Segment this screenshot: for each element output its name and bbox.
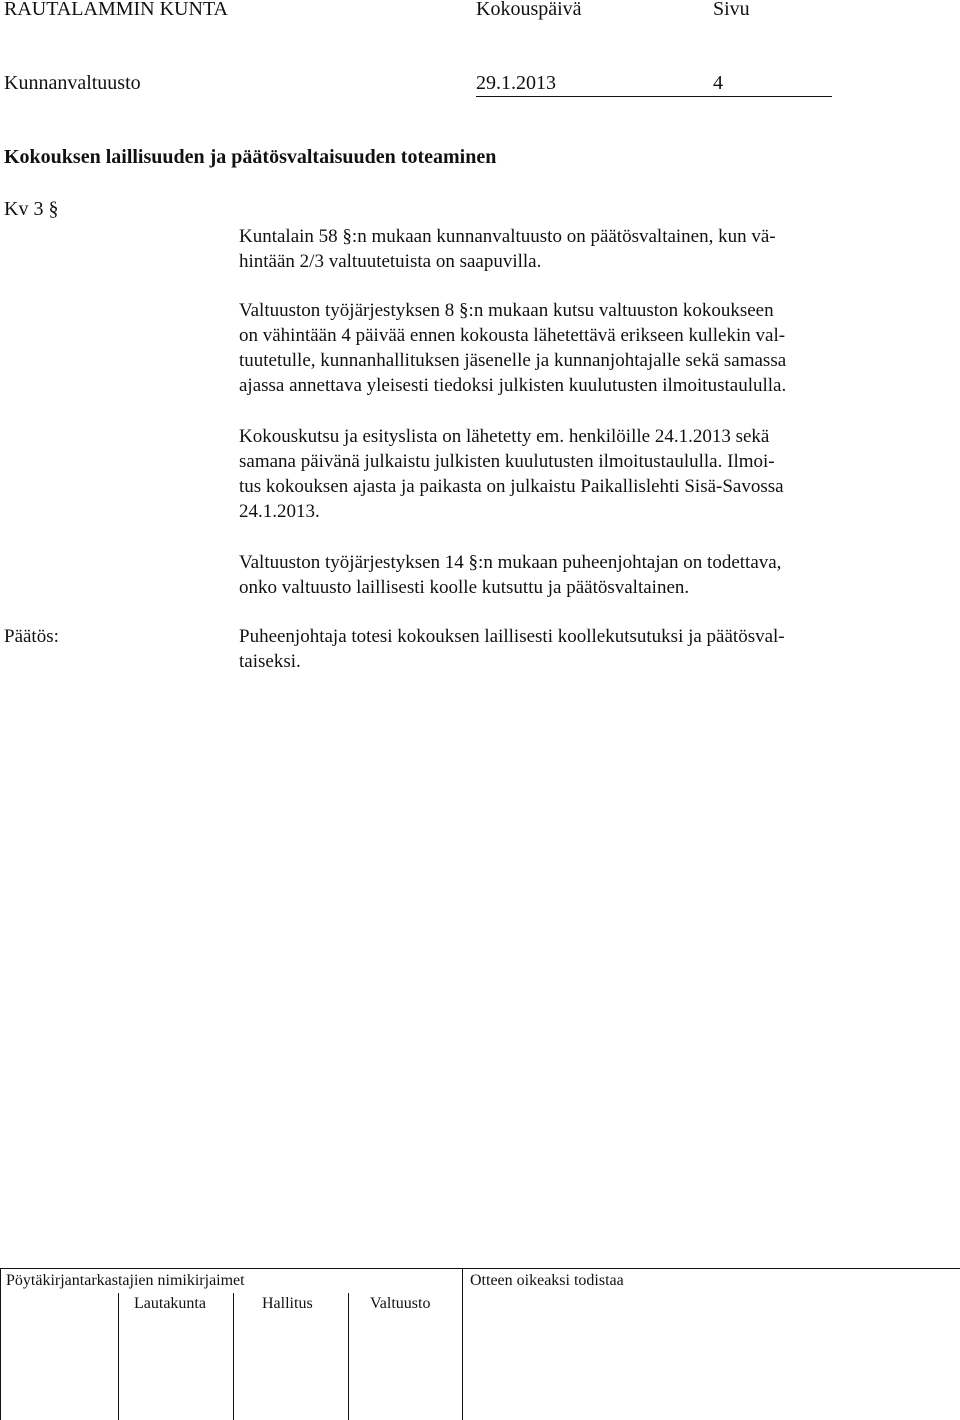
meeting-day-label: Kokouspäivä [476, 0, 582, 20]
footer-divider-1 [118, 1293, 119, 1420]
item-number: Kv 3 § [4, 198, 59, 220]
footer-col-council: Valtuusto [370, 1295, 431, 1312]
paragraph-chair-duty [239, 550, 879, 600]
decision-label: Päätös: [4, 626, 59, 647]
paragraph-line: Valtuuston työjärjestyksen 14 §:n mukaan puheenjohtajan on todettava, [239, 552, 782, 573]
footer-left-border [0, 1268, 1, 1420]
paragraph-line: tus kokouksen ajasta ja paikasta on julkaistu Paikallislehti Sisä-Savossa [239, 476, 784, 497]
paragraph-line: onko valtuusto laillisesti koolle kutsuttu ja päätösvaltainen. [239, 577, 690, 598]
paragraph-line: ajassa annettava yleisesti tiedoksi julkisten kuulutusten ilmoitustaululla. [239, 375, 787, 396]
paragraph-line: samana päivänä julkaistu julkisten kuulutusten ilmoitustaululla. Ilmoi- [239, 451, 775, 472]
paragraph-quorum-rule [239, 224, 879, 274]
paragraph-line: on vähintään 4 päivää ennen kokousta lähetettävä erikseen kullekin val- [239, 325, 786, 346]
signatures-title: Pöytäkirjantarkastajien nimikirjaimet [6, 1272, 245, 1289]
certified-copy-label: Otteen oikeaksi todistaa [470, 1272, 624, 1289]
organization-name: RAUTALAMMIN KUNTA [4, 0, 229, 20]
paragraph-invitation-rule [239, 298, 879, 398]
paragraph-line: hintään 2/3 valtuutetuista on saapuvilla. [239, 251, 542, 272]
footer-divider-2 [233, 1293, 234, 1420]
header-underline [476, 96, 832, 97]
section-title: Kokouksen laillisuuden ja päätösvaltaisuuden toteaminen [4, 146, 497, 168]
footer-col-government: Hallitus [262, 1295, 313, 1312]
footer-divider-4 [462, 1268, 463, 1420]
footer-col-board: Lautakunta [134, 1295, 206, 1312]
meeting-body: Kunnanvaltuusto [4, 72, 141, 94]
decision-text [239, 624, 879, 674]
paragraph-line: Kokouskutsu ja esityslista on lähetetty em. henkilöille 24.1.2013 sekä [239, 426, 770, 447]
page-number: 4 [713, 72, 723, 94]
paragraph-line: 24.1.2013. [239, 501, 320, 522]
page-label: Sivu [713, 0, 750, 20]
footer-divider-3 [348, 1293, 349, 1420]
decision-line: taiseksi. [239, 651, 301, 672]
meeting-date: 29.1.2013 [476, 72, 556, 94]
paragraph-invitation-sent [239, 424, 879, 524]
decision-line: Puheenjohtaja totesi kokouksen laillisesti koollekutsutuksi ja päätösval- [239, 626, 785, 647]
paragraph-line: Kuntalain 58 §:n mukaan kunnanvaltuusto on päätösvaltainen, kun vä- [239, 226, 776, 247]
footer-top-rule [0, 1268, 960, 1269]
paragraph-line: tuutetulle, kunnanhallituksen jäsenelle ja kunnanjohtajalle sekä samassa [239, 350, 787, 371]
paragraph-line: Valtuuston työjärjestyksen 8 §:n mukaan kutsu valtuuston kokoukseen [239, 300, 774, 321]
